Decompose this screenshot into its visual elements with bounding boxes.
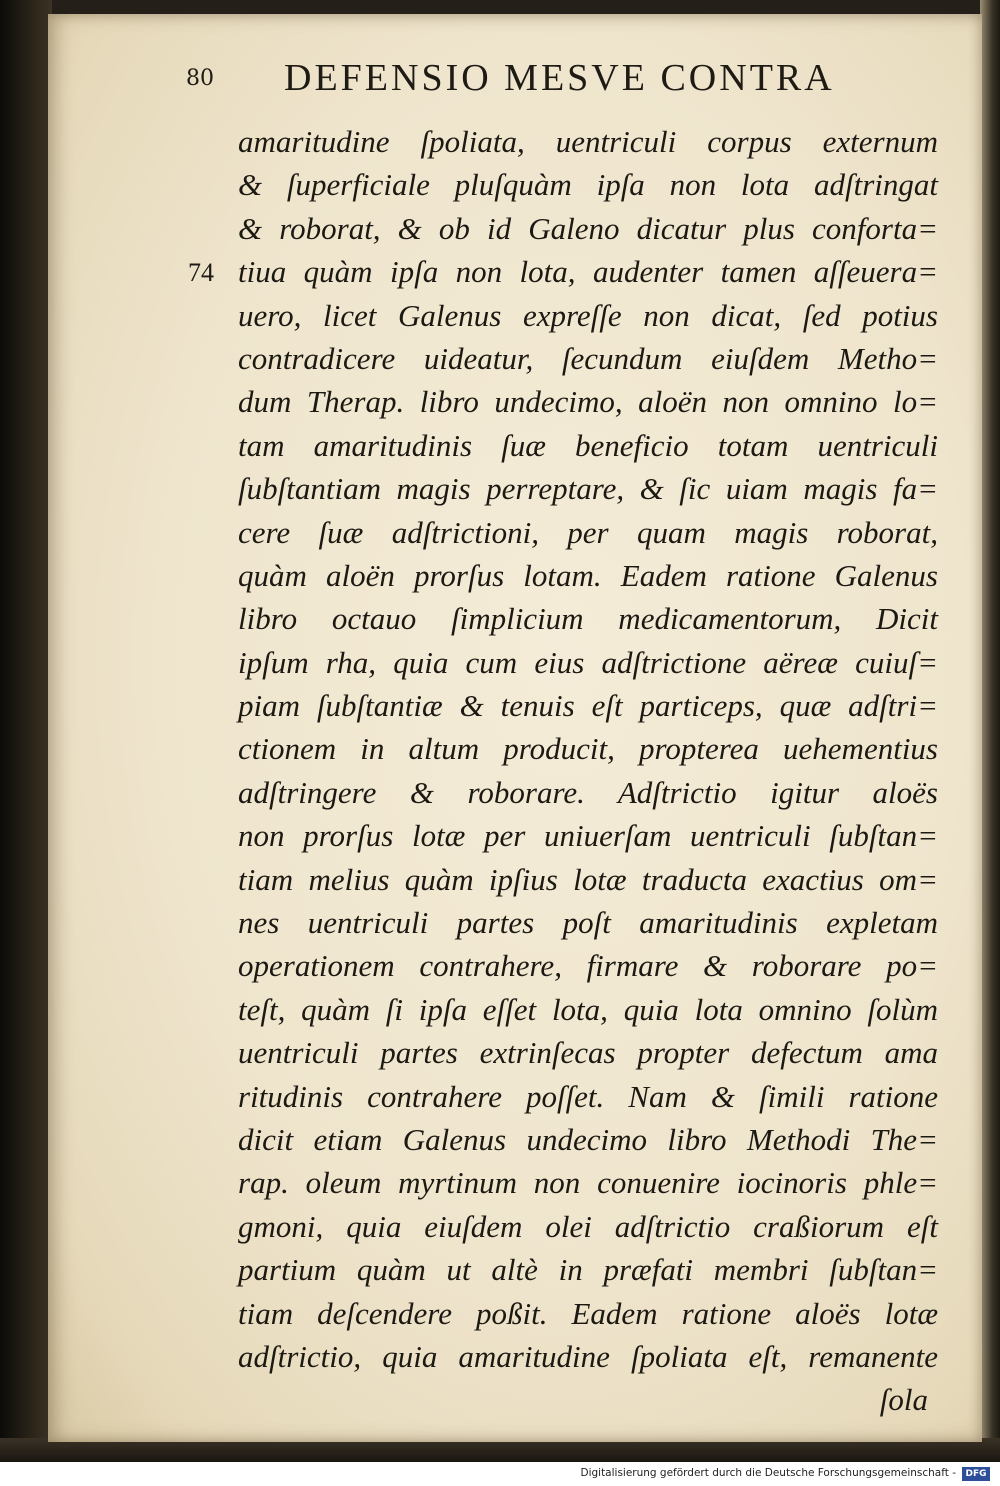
text-line: ritudinis contrahere poſſet. Nam & ſimili ratione [238, 1078, 938, 1114]
digitization-footer [0, 1462, 1000, 1486]
running-title: DEFENSIO MESVE CONTRA [284, 57, 835, 99]
text-line: teſt, quàm ſi ipſa eſſet lota, quia lota omnino ſolùm [238, 991, 938, 1027]
text-line: operationem contrahere, firmare & roborare po= [238, 948, 938, 984]
catchword: ſola [879, 1382, 928, 1418]
text-line: quàm aloën prorſus lotam. Eadem ratione Galenus [238, 557, 938, 593]
text-line: rap. oleum myrtinum non conuenire iocinoris phle= [238, 1165, 938, 1201]
text-line: nes uentriculi partes poſt amaritudinis expletam [238, 905, 938, 941]
text-line: uero, licet Galenus expreſſe non dicat, ſed potius [238, 297, 938, 333]
text-line: uentriculi partes extrinſecas propter defectum ama [238, 1035, 938, 1071]
text-line: non prorſus lotæ per uniuerſam uentriculi ſubſtan= [238, 818, 938, 854]
funding-credit: Digitalisierung gefördert durch die Deutsche Forschungsgemeinschaft - [580, 1467, 956, 1479]
text-line: partium quàm ut altè in præfati membri ſubſtan= [238, 1252, 938, 1288]
text-line: tiam deſcendere poßit. Eadem ratione aloës lotæ [238, 1295, 938, 1331]
text-line: dicit etiam Galenus undecimo libro Methodi The= [238, 1121, 938, 1157]
text-line: amaritudine ſpoliata, uentriculi corpus externum [238, 124, 938, 159]
text-line: tiua quàm ipſa non lota, audenter tamen aſſeuera= [238, 254, 938, 290]
text-line: gmoni, quia eiuſdem olei adſtrictio craßiorum eſt [238, 1208, 938, 1244]
text-line: tiam melius quàm ipſius lotæ traducta exactius om= [238, 861, 938, 897]
text-line: cere ſuæ adſtrictioni, per quam magis roborat, [238, 514, 938, 550]
book-binding-edge [0, 0, 52, 1462]
page-header [186, 56, 906, 106]
text-line: & ſuperficiale pluſquàm ipſa non lota adſtringat [238, 167, 938, 203]
body-text [238, 120, 938, 1422]
dfg-logo-icon: DFG [962, 1467, 990, 1481]
text-line: & roborat, & ob id Galeno dicatur plus conforta= [238, 210, 938, 246]
text-line: adſtrictio, quia amaritudine ſpoliata eſt, remanente [238, 1338, 938, 1374]
margin-note: 74 [188, 258, 214, 287]
text-line: ctionem in altum producit, propterea uehementius [238, 731, 938, 767]
text-line: libro octauo ſimplicium medicamentorum, Dicit [238, 601, 938, 637]
text-line: ipſum rha, quia cum eius adſtrictione aëreæ cuiuſ= [238, 644, 938, 680]
text-line: dum Therap. libro undecimo, aloën non omnino lo= [238, 384, 938, 420]
text-line: adſtringere & roborare. Adſtrictio igitur aloës [238, 774, 938, 810]
page-number: 80 [186, 66, 214, 91]
text-line: tam amaritudinis ſuæ beneficio totam uentriculi [238, 427, 938, 463]
book-fore-edge [980, 0, 1000, 1462]
text-line: contradicere uideatur, ſecundum eiuſdem Metho= [238, 340, 938, 376]
text-line: ſubſtantiam magis perreptare, & ſic uiam magis fa= [238, 471, 938, 507]
text-line: piam ſubſtantiæ & tenuis eſt particeps, quæ adſtri= [238, 688, 938, 724]
